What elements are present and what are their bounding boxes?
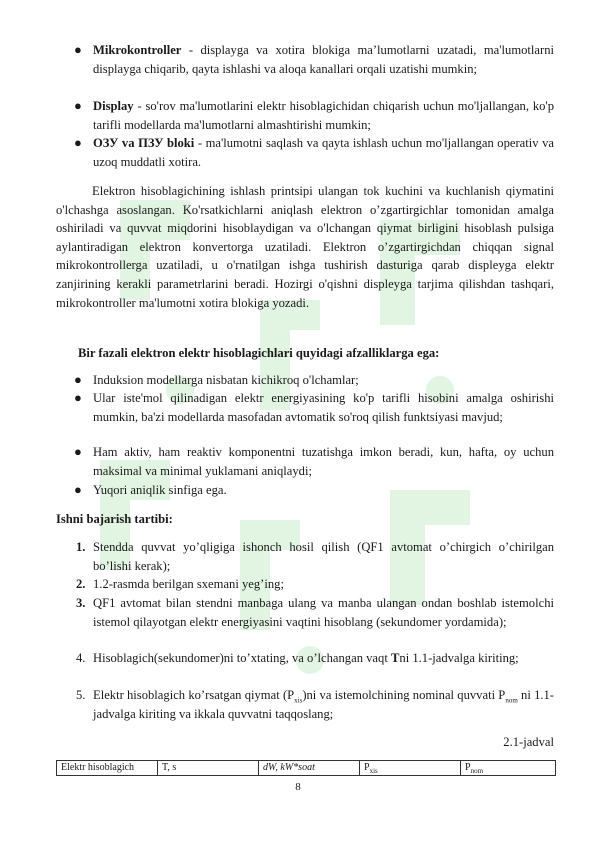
list-item	[76, 538, 554, 575]
item-text: 1.2-rasmda berilgan sxemani yeg’ing;	[93, 577, 284, 591]
list-item	[76, 97, 554, 134]
term-label: Display	[93, 99, 134, 113]
step-number: 4.	[76, 651, 86, 665]
item-text: - so'rov ma'lumotlarini elektr hisoblagichidan chiqarish uchun mo'ljallangan, ko'p tarifli modellarda ma'lumotlarni almashtirishi mumkin;	[93, 99, 554, 132]
item-text: - ma'lumotni saqlash va qayta ishlash uchun mo'ljallangan operativ va uzoq muddatli xotira.	[93, 136, 554, 169]
bullet-icon: ●	[74, 42, 82, 57]
section-heading: Bir fazali elektron elektr hisoblagichlari quyidagi afzalliklarga ega:	[78, 346, 440, 360]
list-item	[76, 443, 554, 480]
bullet-icon: ●	[74, 390, 82, 405]
list-item	[76, 649, 554, 668]
table-header-cell: T, s	[158, 761, 259, 776]
data-table	[56, 760, 556, 776]
table-header-cell: dW, kW*soat	[259, 761, 360, 776]
table-caption: 2.1-jadval	[503, 735, 554, 749]
bullet-icon: ●	[74, 372, 82, 387]
item-text: Induksion modellarga nisbatan kichikroq o'lchamlar;	[93, 373, 359, 387]
list-item	[76, 389, 554, 426]
list-item	[76, 134, 554, 171]
item-text: Hisoblagich(sekundomer)ni to’xtating, va o’lchangan vaqt Tni 1.1-jadvalga kiriting;	[93, 651, 519, 665]
bullet-icon: ●	[74, 482, 82, 497]
body-paragraph: Elektron hisoblagichining ishlash printsipi ulangan tok kuchini va kuchlanish qiymatini o'lchashga asoslangan. Ko'rsatkichlarni aniqlash elektron o’zgartirgichlar tomonidan amalga oshiriladi va quvvat miqdorini hisoblaydigan va o'lchangan qiymat birligini hisoblash pulsiga aylantiradigan elektron konvertorga uzatiladi. Elektron o’zgartirgichdan chiqqan signal mikrokontrollerga uzatiladi, u o'rnatilgan ishga tushirish dasturiga qarab displeyga elektr zanjirining kerakli parametrlarini beradi. Hozirgi o'qishni displeyga tarjima qilishdan tashqari, mikrokontroller ma'lumotni xotira blokiga yozadi.	[56, 184, 554, 310]
bullet-icon: ●	[74, 98, 82, 113]
list-item	[76, 686, 554, 723]
step-number: 1.	[76, 540, 86, 554]
term-label: Mikrokontroller	[93, 43, 182, 57]
list-item	[76, 371, 554, 390]
list-item	[76, 575, 554, 594]
list-item	[76, 481, 554, 500]
section-heading: Ishni bajarish tartibi:	[56, 512, 173, 526]
page-number: 8	[295, 781, 301, 793]
item-text: - displayga va xotira blokiga ma’lumotlarni uzatadi, ma'lumotlarni displayga chiqarib, qayta ishlashi va aloqa kanallari orqali uzatishi mumkin;	[93, 43, 554, 76]
table-header-cell: $P_{xis}$	[360, 761, 461, 776]
step-number: 2.	[76, 577, 86, 591]
bullet-icon: ●	[74, 135, 82, 150]
step-number: 3.	[76, 596, 86, 610]
term-label: ОЗУ va ПЗУ bloki	[93, 136, 195, 150]
item-text: Yuqori aniqlik sinfiga ega.	[93, 483, 227, 497]
item-text: Ular iste'mol qilinadigan elektr energiyasining ko'p tarifli hisobini amalga oshirishi mumkin, ba'zi modellarda masofadan avtomatik so'roq qilish funktsiyasi mavjud;	[93, 391, 554, 424]
step-number: 5.	[76, 688, 86, 702]
table-header-row	[57, 761, 556, 776]
item-text: Elektr hisoblagich ko’rsatgan qiymat $(P_{xis})ni$ va istemolchining nominal quvvati $P_{nom}$ ni 1.1-jadvalga kiriting va ikkala quvvatni taqqoslang;	[93, 688, 555, 721]
list-item	[76, 41, 554, 78]
item-text: Stendda quvvat yo’qligiga ishonch hosil qilish (QF1 avtomat o’chirgich o’chirilgan bo’lishi kerak);	[93, 540, 554, 573]
list-item	[76, 594, 554, 631]
table-header-cell: Elektr hisoblagich	[57, 761, 158, 776]
item-text: QF1 avtomat bilan stendni manbaga ulang va manba ulangan ondan boshlab istemolchi istemol qilayotgan elektr energiyasini vaqtini hisoblang (sekundomer yordamida);	[93, 596, 554, 629]
table-header-cell: $P_{nom}$	[461, 761, 556, 776]
bullet-icon: ●	[74, 444, 82, 459]
item-text: Ham aktiv, ham reaktiv komponentni tuzatishga imkon beradi, kun, hafta, oy uchun maksimal va minimal yuklamani aniqlaydi;	[93, 445, 554, 478]
